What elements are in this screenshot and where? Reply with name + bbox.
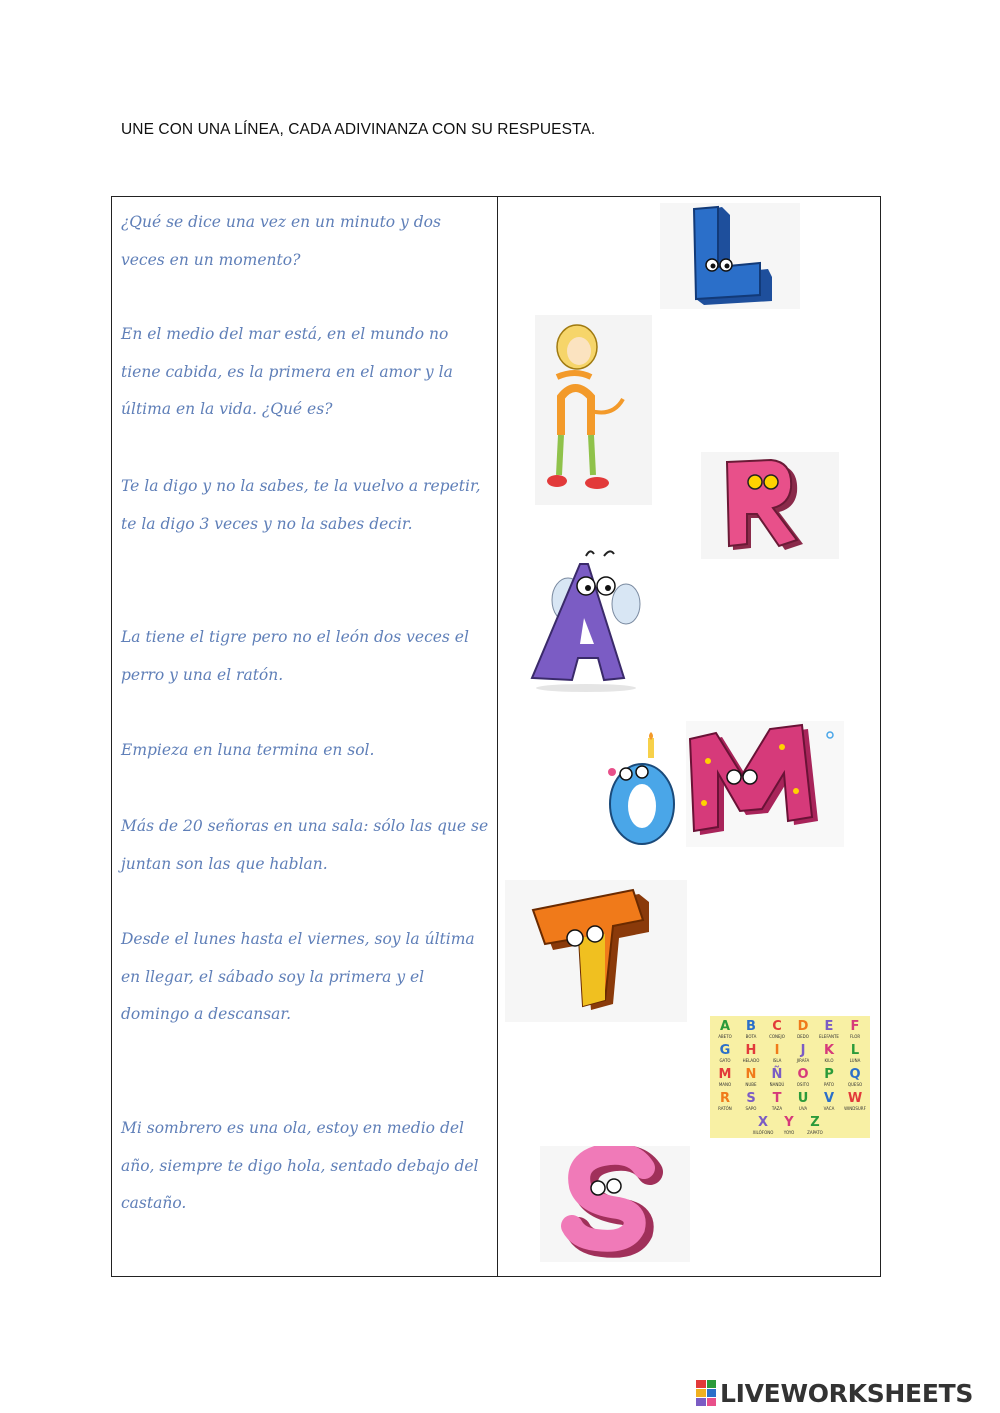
alphabet-word: RATÓN — [718, 1106, 732, 1111]
logo-text: LIVEWORKSHEETS — [720, 1378, 974, 1408]
alphabet-letter: M — [718, 1067, 732, 1082]
alphabet-letter: W — [847, 1091, 863, 1106]
alphabet-letter: P — [824, 1067, 834, 1082]
riddle-4: La tiene el tigre pero no el león dos veces el perro y una el ratón. — [121, 628, 469, 684]
alphabet-word: SAPO — [745, 1106, 757, 1111]
alphabet-word: HELADO — [742, 1058, 760, 1063]
alphabet-letter: H — [745, 1043, 757, 1058]
letter-s-label: S — [540, 1146, 541, 1147]
letter-r-label: R — [701, 452, 702, 453]
alphabet-letter: Y — [784, 1115, 794, 1130]
alphabet-cell — [750, 1115, 776, 1139]
alphabet-word: ÑANDÚ — [769, 1082, 785, 1087]
alphabet-cell — [738, 1019, 764, 1043]
alphabet-word: FLOR — [849, 1034, 861, 1039]
alphabet-cell — [764, 1019, 790, 1043]
alphabet-letter: F — [850, 1019, 860, 1034]
alphabet-letter: Ñ — [771, 1067, 783, 1082]
riddle-1: ¿Qué se dice una vez en un minuto y dos veces en un momento? — [121, 213, 441, 269]
alphabet-cell — [816, 1043, 842, 1067]
alphabet-cell — [816, 1091, 842, 1115]
alphabet-cell — [712, 1019, 738, 1043]
letter-s-image[interactable] — [540, 1146, 690, 1262]
worksheet-instructions: UNE CON UNA LÍNEA, CADA ADIVINANZA CON SU RESPUESTA. — [121, 121, 596, 138]
alphabet-word: WINDSURF — [844, 1106, 866, 1111]
alphabet-word: DEDO — [797, 1034, 809, 1039]
logo-squares-icon — [696, 1380, 716, 1406]
alphabet-cell — [816, 1019, 842, 1043]
letter-o-label: O — [602, 732, 603, 733]
alphabet-word: LUNA — [849, 1058, 861, 1063]
alphabet-word: QUESO — [847, 1082, 863, 1087]
alphabet-letter: C — [772, 1019, 782, 1034]
alphabet-letter: J — [800, 1043, 806, 1058]
alphabet-cell — [712, 1043, 738, 1067]
alphabet-cell — [764, 1091, 790, 1115]
alphabet-word: XILÓFONO — [752, 1130, 774, 1135]
alphabet-cell — [816, 1067, 842, 1091]
letter-o-image[interactable] — [602, 732, 684, 847]
riddle-7: Desde el lunes hasta el viernes, soy la última en llegar, el sábado soy la primera y el domingo a descansar. — [121, 930, 475, 1023]
letter-n-tilde-image[interactable] — [535, 315, 652, 505]
alphabet-word: ABETO — [718, 1034, 732, 1039]
letter-t-label: T — [505, 880, 506, 881]
alphabet-word: ELEFANTE — [819, 1034, 839, 1039]
alphabet-cell — [712, 1091, 738, 1115]
column-divider — [497, 197, 498, 1276]
alphabet-letter: K — [823, 1043, 835, 1058]
alphabet-cell — [842, 1043, 868, 1067]
alphabet-cell — [776, 1115, 802, 1139]
alphabet-word: ZAPATO — [807, 1130, 823, 1135]
letter-a-label: A — [528, 548, 529, 549]
alphabet-letter: B — [746, 1019, 756, 1034]
alphabet-letter: Z — [810, 1115, 820, 1130]
alphabet-letter: O — [797, 1067, 809, 1082]
alphabet-word: CONEJO — [769, 1034, 785, 1039]
alphabet-cell — [842, 1091, 868, 1115]
alphabet-word: KILO — [824, 1058, 834, 1063]
riddle-5: Empieza en luna termina en sol. — [121, 741, 375, 759]
alphabet-word: GATO — [719, 1058, 731, 1063]
alphabet-word: JIRAFA — [796, 1058, 810, 1063]
letter-l-image[interactable] — [660, 203, 800, 309]
alphabet-cell — [712, 1067, 738, 1091]
alphabet-cell — [790, 1019, 816, 1043]
alphabet-word: MANO — [718, 1082, 732, 1087]
alphabet-letter: E — [824, 1019, 834, 1034]
riddle-3: Te la digo y no la sabes, te la vuelvo a repetir, te la digo 3 veces y no la sabes decir. — [121, 477, 481, 533]
letter-m-image[interactable] — [686, 721, 844, 847]
alphabet-cell — [738, 1067, 764, 1091]
liveworksheets-logo[interactable] — [696, 1378, 973, 1408]
alphabet-letter: S — [746, 1091, 756, 1106]
alphabet-word: UVA — [798, 1106, 808, 1111]
alphabet-letter: D — [797, 1019, 809, 1034]
alphabet-word: NUBE — [745, 1082, 757, 1087]
riddle-2: En el medio del mar está, en el mundo no tiene cabida, es la primera en el amor y la última en la vida. ¿Qué es? — [121, 325, 453, 418]
alphabet-letter: A — [719, 1019, 731, 1034]
letter-t-image[interactable] — [505, 880, 687, 1022]
alphabet-cell — [764, 1067, 790, 1091]
alphabet-word: OSITO — [796, 1082, 810, 1087]
alphabet-letter: G — [719, 1043, 731, 1058]
alphabet-letter: N — [745, 1067, 757, 1082]
alphabet-cell — [790, 1067, 816, 1091]
alphabet-letter: T — [772, 1091, 782, 1106]
alphabet-letter: I — [774, 1043, 780, 1058]
alphabet-letter: Q — [849, 1067, 861, 1082]
alphabet-letter: V — [823, 1091, 835, 1106]
alphabet-cell — [738, 1043, 764, 1067]
alphabet-cell — [738, 1091, 764, 1115]
alphabet-cell — [790, 1091, 816, 1115]
alphabet-letter: L — [850, 1043, 860, 1058]
riddle-8: Mi sombrero es una ola, estoy en medio del año, siempre te digo hola, sentado debajo del castaño. — [121, 1119, 479, 1212]
alphabet-cell — [764, 1043, 790, 1067]
alphabet-word: VACA — [823, 1106, 835, 1111]
alphabet-chart-image[interactable] — [710, 1016, 870, 1138]
alphabet-word: TAZA — [771, 1106, 783, 1111]
letter-n-tilde-label: ñ — [535, 315, 536, 316]
alphabet-cell — [790, 1043, 816, 1067]
letter-l-label: L — [660, 203, 661, 204]
alphabet-cell — [802, 1115, 828, 1139]
alphabet-letter: R — [719, 1091, 730, 1106]
alphabet-cell — [842, 1019, 868, 1043]
alphabet-letter: U — [797, 1091, 809, 1106]
alphabet-word: PATO — [823, 1082, 835, 1087]
letter-r-image[interactable] — [701, 452, 839, 559]
alphabet-word: ISLA — [772, 1058, 782, 1063]
letter-m-label: M — [686, 721, 687, 722]
alphabet-word: YOYO — [783, 1130, 795, 1135]
letter-a-image[interactable] — [528, 548, 645, 694]
alphabet-word: BOTA — [745, 1034, 757, 1039]
alphabet-letter: X — [757, 1115, 769, 1130]
riddle-6: Más de 20 señoras en una sala: sólo las que se juntan son las que hablan. — [121, 817, 489, 873]
alphabet-cell — [842, 1067, 868, 1091]
